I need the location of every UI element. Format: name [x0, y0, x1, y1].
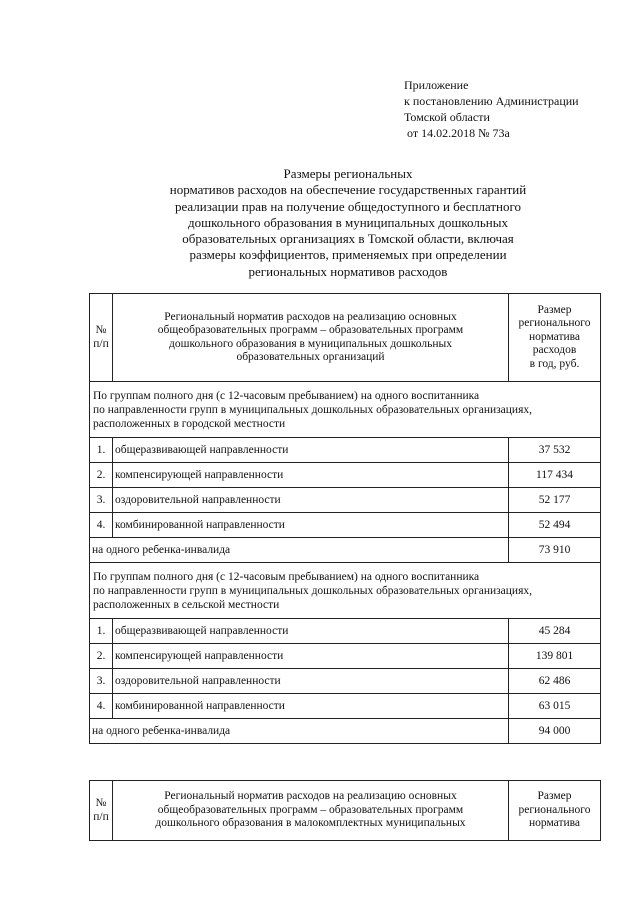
row-value: 139 801	[509, 644, 601, 669]
header-size-line: Размер	[537, 790, 572, 803]
row-value: 62 486	[509, 669, 601, 694]
title-line: нормативов расходов на обеспечение государственных гарантий	[169, 182, 527, 198]
header-desc-line: Региональный норматив расходов на реализацию основных	[164, 790, 457, 803]
header-size-line: расходов	[532, 344, 577, 357]
header-size-line: норматива	[528, 817, 581, 830]
section-title-line: расположенных в сельской местности	[93, 598, 280, 611]
row-number: 3.	[90, 669, 113, 694]
header-size-cell	[509, 781, 601, 841]
disabled-child-row	[90, 538, 601, 563]
row-value: 45 284	[509, 619, 601, 644]
header-size-line: регионального	[518, 803, 591, 816]
disabled-child-value: 73 910	[509, 538, 601, 563]
appendix-line: Приложение	[404, 78, 469, 92]
table-row	[90, 513, 601, 538]
row-name: оздоровительной направленности	[113, 669, 509, 694]
header-num-cell	[90, 294, 113, 382]
title-line: региональных нормативов расходов	[248, 263, 448, 279]
row-value: 117 434	[509, 463, 601, 488]
header-desc-cell	[113, 294, 509, 382]
title-line: образовательных организациях в Томской области, включая	[182, 231, 514, 247]
table-header-row	[90, 294, 601, 382]
section-title-rural	[90, 563, 601, 619]
row-number: 4.	[90, 513, 113, 538]
table-row	[90, 694, 601, 719]
header-num-cell	[90, 781, 113, 841]
table-row	[90, 619, 601, 644]
header-num-line: п/п	[93, 810, 109, 823]
row-name: оздоровительной направленности	[113, 488, 509, 513]
appendix-line: от 14.02.2018 № 73а	[407, 126, 510, 140]
row-number: 1.	[90, 438, 113, 463]
disabled-child-label: на одного ребенка-инвалида	[90, 538, 509, 563]
header-size-line: в год, руб.	[529, 357, 580, 370]
row-value: 52 494	[509, 513, 601, 538]
section-title-urban	[90, 382, 601, 438]
header-size-line: регионального	[518, 317, 591, 330]
row-name: компенсирующей направленности	[113, 644, 509, 669]
row-name: компенсирующей направленности	[113, 463, 509, 488]
header-desc-line: общеобразовательных программ – образовательных программ	[157, 324, 464, 336]
title-line: реализации прав на получение общедоступного и бесплатного	[174, 198, 522, 214]
appendix-line: Томской области	[404, 110, 490, 124]
header-desc-line: образовательных организаций	[236, 351, 385, 363]
row-number: 1.	[90, 619, 113, 644]
header-desc-line: общеобразовательных программ – образовательных программ	[157, 803, 464, 816]
header-desc-line: Региональный норматив расходов на реализацию основных	[164, 310, 457, 323]
row-value: 63 015	[509, 694, 601, 719]
appendix-line: к постановлению Администрации	[404, 94, 579, 108]
small-schools-table	[89, 780, 601, 841]
header-num-line: №	[95, 797, 107, 809]
section-title-line: По группам полного дня (с 12-часовым пребыванием) на одного воспитанника	[93, 389, 480, 402]
disabled-child-value: 94 000	[509, 719, 601, 744]
section-header-row	[90, 382, 601, 438]
section-header-row	[90, 563, 601, 619]
title-line: размеры коэффициентов, применяемых при определении	[189, 247, 507, 263]
table-row	[90, 463, 601, 488]
row-name: общеразвивающей направленности	[113, 438, 509, 463]
norms-table	[89, 293, 601, 744]
header-size-line: норматива	[528, 330, 581, 343]
table-header-row	[90, 781, 601, 841]
header-num-line: №	[95, 324, 107, 336]
row-value: 52 177	[509, 488, 601, 513]
table-row	[90, 488, 601, 513]
row-number: 3.	[90, 488, 113, 513]
document-title	[90, 166, 606, 280]
header-desc-cell	[113, 781, 509, 841]
row-name: комбинированной направленности	[113, 694, 509, 719]
header-num-line: п/п	[93, 337, 109, 350]
header-size-cell	[509, 294, 601, 382]
table-row	[90, 438, 601, 463]
header-size-line: Размер	[537, 303, 572, 316]
appendix-block	[404, 77, 579, 141]
row-value: 37 532	[509, 438, 601, 463]
header-desc-line: дошкольного образования в муниципальных дошкольных	[168, 337, 452, 350]
row-name: комбинированной направленности	[113, 513, 509, 538]
table-row	[90, 644, 601, 669]
section-title-line: по направленности групп в муниципальных дошкольных образовательных организациях,	[93, 403, 532, 416]
row-number: 2.	[90, 463, 113, 488]
section-title-line: по направленности групп в муниципальных дошкольных образовательных организациях,	[93, 584, 532, 597]
row-number: 2.	[90, 644, 113, 669]
section-title-line: По группам полного дня (с 12-часовым пребыванием) на одного воспитанника	[93, 570, 480, 583]
table-row	[90, 669, 601, 694]
row-name: общеразвивающей направленности	[113, 619, 509, 644]
section-title-line: расположенных в городской местности	[93, 417, 286, 430]
disabled-child-row	[90, 719, 601, 744]
title-line: Размеры региональных	[283, 166, 413, 181]
title-line: дошкольного образования в муниципальных дошкольных	[188, 214, 508, 230]
row-number: 4.	[90, 694, 113, 719]
disabled-child-label: на одного ребенка-инвалида	[90, 719, 509, 744]
header-desc-line: дошкольного образования в малокомплектных муниципальных	[155, 817, 466, 830]
